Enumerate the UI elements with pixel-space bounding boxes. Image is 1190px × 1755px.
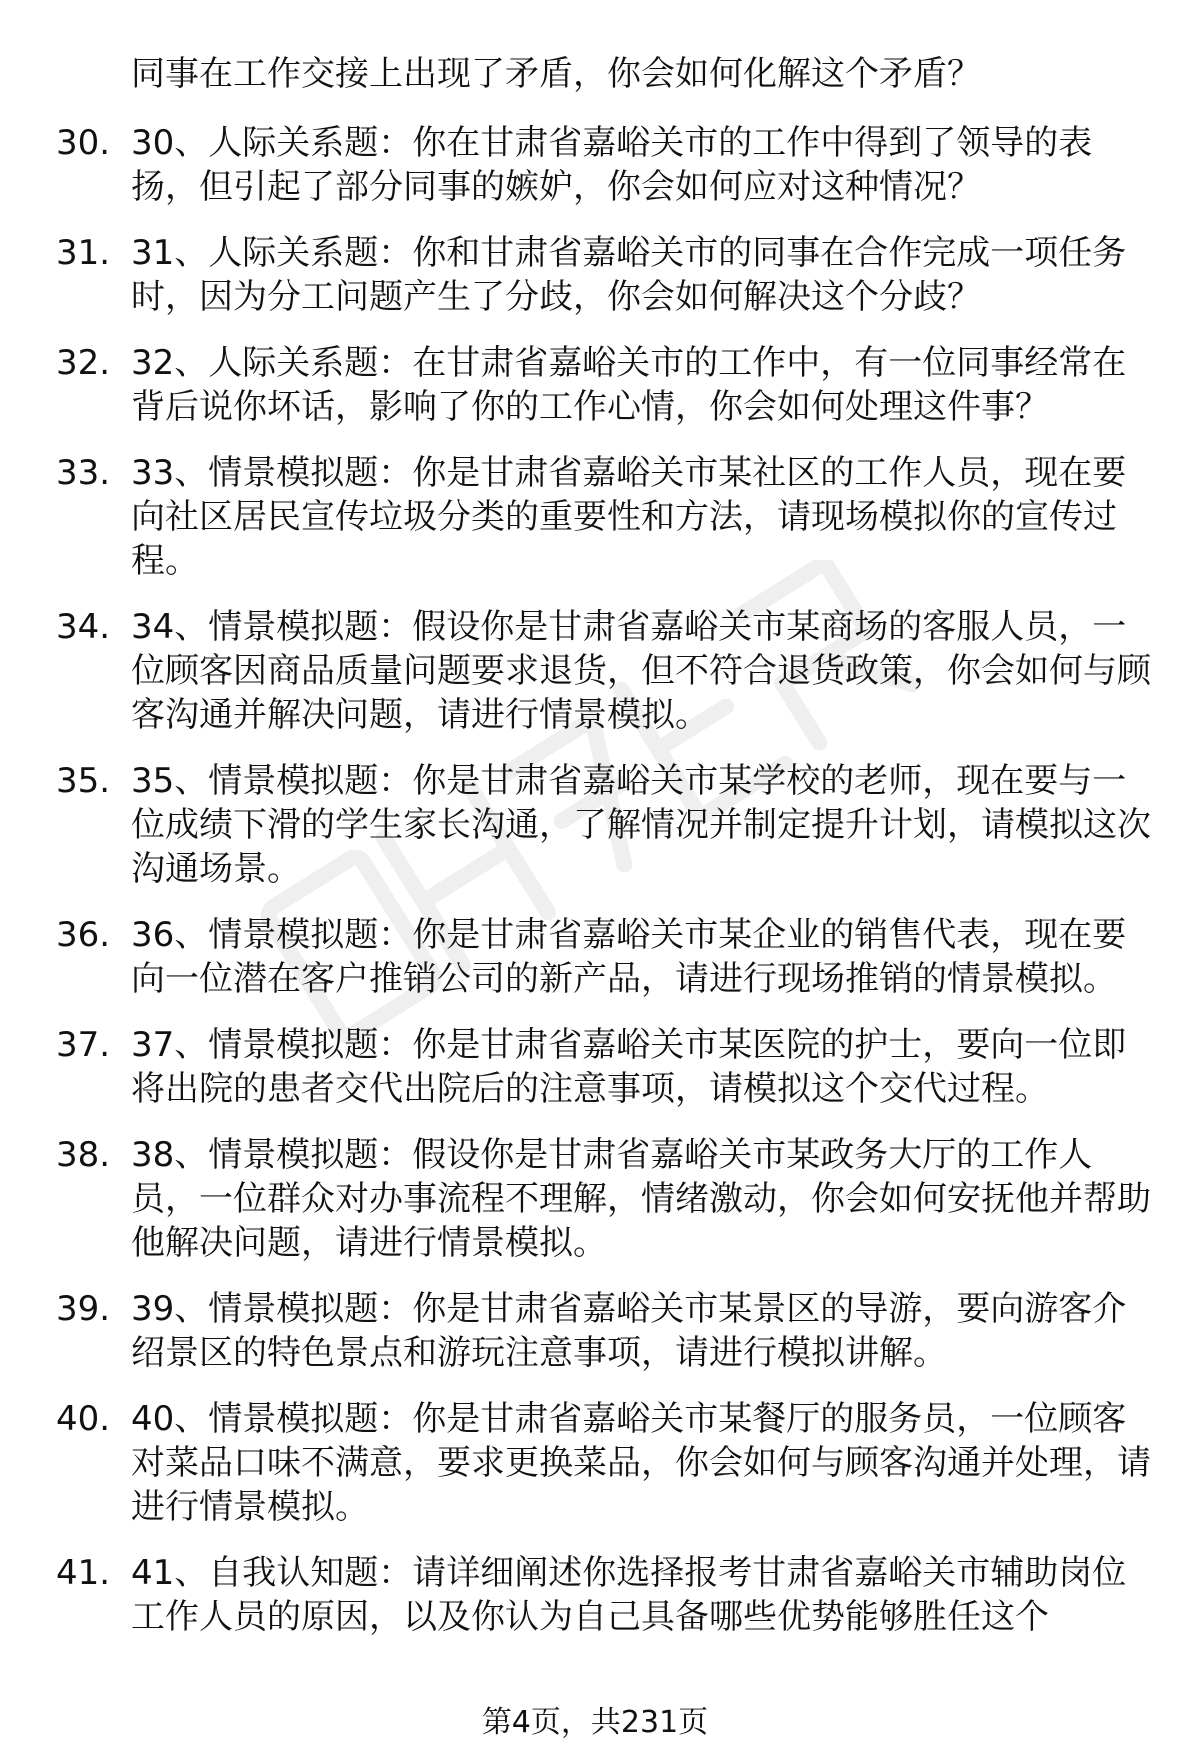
- question-text: 36、情景模拟题：你是甘肃省嘉峪关市某企业的销售代表，现在要向一位潜在客户推销公司的新产品，请进行现场推销的情景模拟。: [131, 915, 1127, 999]
- question-text: 40、情景模拟题：你是甘肃省嘉峪关市某餐厅的服务员，一位顾客对菜品口味不满意，要求更换菜品，你会如何与顾客沟通并处理，请进行情景模拟。: [131, 1399, 1151, 1527]
- question-item: [0, 1133, 1190, 1265]
- question-number: 31.: [56, 233, 111, 273]
- question-number: 34.: [56, 607, 111, 647]
- question-item: [0, 605, 1190, 737]
- question-item: [0, 1023, 1190, 1111]
- question-number: 30.: [56, 123, 111, 163]
- question-text: 31、人际关系题：你和甘肃省嘉峪关市的同事在合作完成一项任务时，因为分工问题产生了分歧，你会如何解决这个分歧？: [131, 233, 1127, 317]
- question-text: 32、人际关系题：在甘肃省嘉峪关市的工作中，有一位同事经常在背后说你坏话，影响了你的工作心情，你会如何处理这件事？: [131, 343, 1127, 427]
- question-item: [0, 913, 1190, 1001]
- question-number: 33.: [56, 453, 111, 493]
- question-item: [0, 341, 1190, 429]
- question-number: 32.: [56, 343, 111, 383]
- question-item: [0, 759, 1190, 891]
- question-text: 35、情景模拟题：你是甘肃省嘉峪关市某学校的老师，现在要与一位成绩下滑的学生家长沟通，了解情况并制定提升计划，请模拟这次沟通场景。: [131, 761, 1151, 889]
- question-number: 41.: [56, 1553, 111, 1593]
- question-text: 34、情景模拟题：假设你是甘肃省嘉峪关市某商场的客服人员，一位顾客因商品质量问题要求退货，但不符合退货政策，你会如何与顾客沟通并解决问题，请进行情景模拟。: [131, 607, 1151, 735]
- question-text: 38、情景模拟题：假设你是甘肃省嘉峪关市某政务大厅的工作人员，一位群众对办事流程不理解，情绪激动，你会如何安抚他并帮助他解决问题，请进行情景模拟。: [131, 1135, 1151, 1263]
- question-number: 35.: [56, 761, 111, 801]
- question-text: 41、自我认知题：请详细阐述你选择报考甘肃省嘉峪关市辅助岗位工作人员的原因，以及你认为自己具备哪些优势能够胜任这个: [131, 1553, 1127, 1637]
- question-list: [0, 121, 1190, 1661]
- question-item: [0, 1397, 1190, 1529]
- question-number: 37.: [56, 1025, 111, 1065]
- question-number: 40.: [56, 1399, 111, 1439]
- question-number: 39.: [56, 1289, 111, 1329]
- question-item: [0, 231, 1190, 319]
- question-text: 37、情景模拟题：你是甘肃省嘉峪关市某医院的护士，要向一位即将出院的患者交代出院后的注意事项，请模拟这个交代过程。: [131, 1025, 1127, 1109]
- page-footer: 第4页，共231页: [481, 1705, 709, 1740]
- question-number: 38.: [56, 1135, 111, 1175]
- question-item: [0, 1287, 1190, 1375]
- continuation-text: 同事在工作交接上出现了矛盾，你会如何化解这个矛盾？: [131, 54, 981, 94]
- question-item: [0, 1551, 1190, 1639]
- question-text: 39、情景模拟题：你是甘肃省嘉峪关市某景区的导游，要向游客介绍景区的特色景点和游玩注意事项，请进行模拟讲解。: [131, 1289, 1127, 1373]
- question-number: 36.: [56, 915, 111, 955]
- question-text: 30、人际关系题：你在甘肃省嘉峪关市的工作中得到了领导的表扬，但引起了部分同事的嫉妒，你会如何应对这种情况？: [131, 123, 1093, 207]
- question-item: [0, 121, 1190, 209]
- question-item: [0, 451, 1190, 583]
- question-text: 33、情景模拟题：你是甘肃省嘉峪关市某社区的工作人员，现在要向社区居民宣传垃圾分类的重要性和方法，请现场模拟你的宣传过程。: [131, 453, 1127, 581]
